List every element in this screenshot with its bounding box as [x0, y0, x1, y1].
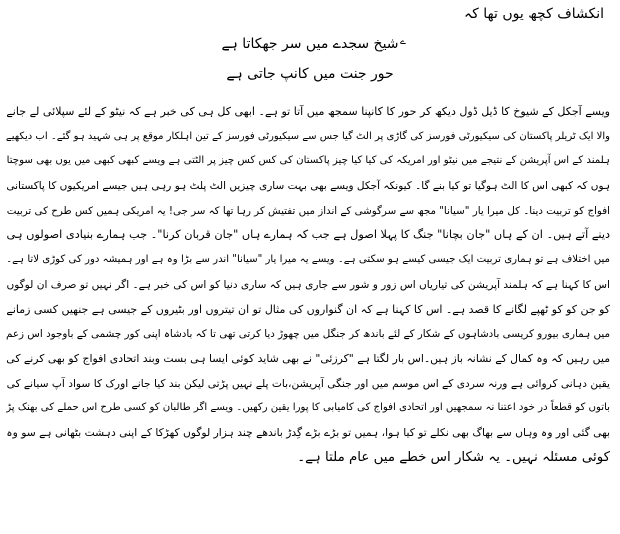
body-line: افواج کو تربیت دینا۔ کل میرا یار "سیانا" مجھ سے سرگوشی کے انداز میں تفتیش کر رہا تھا کہ سر جی! یہ امریکی ہمیں کس طرح کی تربیت: [6, 204, 610, 217]
intro-line: انکشاف کچھ یوں تھا کہ: [463, 6, 604, 22]
body-line-last: کوئی مسئلہ نہیں۔ یہ شکار اس خطے میں عام ملتا ہے۔: [297, 449, 610, 465]
body-line: میں ہماری بیورو کریسی بادشاہوں کے شکار کے لئے باندھ کر جنگل میں چھوڑ دیا کرتی تھی تا کہ بادشاہ اپنی کور چشمی کے باوجود اس زعم: [6, 328, 610, 341]
verse-marker: ے: [400, 36, 406, 47]
verse-line-2: حور جنت میں کانپ جاتی ہے: [226, 66, 394, 82]
body-line: بھی گئی اور وہ وہاں سے بھاگ بھی نکلے تو کیا ہوا، ہمیں تو بڑے بڑے گِدڑ باندھے چند ہزار لوگوں کھڑکا کے اپنی دہشت بٹھانی ہے سو وہ: [6, 425, 610, 439]
article-body: [6, 100, 610, 470]
body-line: ویسے آجکل کے شیوخ کا ڈیل ڈول دیکھ کر حور کا کانپنا سمجھ میں آتا تو ہے۔ ابھی کل ہی کی خبر ہے کہ نیٹو کے لئے سپلائی لے جانے: [6, 105, 610, 118]
body-line: دینے آتے ہیں۔ ان کے ہاں "جان بچانا" جنگ کا پہلا اصول ہے جب کہ ہمارے ہاں "جان قربان کرنا"۔ جب ہمارے بنیادی اصولوں ہی: [6, 228, 610, 242]
body-line: یقین دہانی کروائی ہے ورنہ سردی کے اس موسم میں اور جنگی آپریشن،بات پلے نہیں پڑتی لیکن بند کیا جانے اورک کا سواد آپ سیانے کی: [6, 376, 610, 390]
body-line: والا ایک ٹریلر پاکستان کی سیکیورٹی فورسز کی گاڑی پر الٹ گیا جس سے سیکیورٹی فورسز کے تین اہلکار موقع پر ہی شہید ہو گئے۔ اب دیکھیے: [6, 130, 610, 142]
body-line: میں اختلاف ہے تو ہماری تربیت ایک جیسی کیسے ہو سکتی ہے۔ ویسے یہ میرا یار "سیانا" اندر سے بڑا وہ ہے اور ہمیشہ دور کی کوڑی لاتا ہے۔: [6, 254, 610, 266]
body-line: اس کا کہنا ہے کہ ہلمند آپریشن کی تیاریاں اس زور و شور سے جاری ہیں کہ ساری دنیا کو اس کی خبر ہے۔ اگر نہیں تو صرف ان لوگوں: [6, 278, 610, 291]
verse-line-1: شیخ سجدے میں سر جھکاتا ہے: [221, 36, 399, 52]
body-line: ہلمند کے اس آپریشن کے نتیجے میں نیٹو اور امریکہ کی کیا کیا چیز پاکستان کی کس کس چیز پر الٹتی ہے ویسے کبھی کبھی میں یوں بھی سوچتا: [6, 155, 610, 167]
body-line: کو جن کو کو ٹھپے لگانے کا قصد ہے۔ اس کا کہنا ہے کہ ان گنواروں کی مثال تو ان تیتروں اور بٹیروں کے جیسی ہے جنھیں کسی زمانے: [6, 302, 610, 316]
body-line: ہوں کہ کبھی اس کا الٹ ہوگیا تو کیا بنے گا۔ کیونکہ آجکل ویسے بھی بہت ساری چیزیں الٹ پلٹ ہو رہی ہیں جیسے امریکیوں کا پاکستانی: [6, 180, 610, 193]
body-line: میں رہیں کہ وہ کمال کے نشانہ باز ہیں۔اس بار لگتا ہے "کرزئی" نے بھی شاید کوئی ایسا ہی بست وبند اتحادی افواج کو بھی کرنے کی: [6, 351, 610, 365]
body-line: باتوں کو قطعاً در خود اعتنا نہ سمجھیں اور اتحادی افواج کی کامیابی کا پورا یقین رکھیں۔ ویسے اگر طالبان کو کسی طرح اس حملے کی بھنک پڑ: [6, 402, 610, 414]
